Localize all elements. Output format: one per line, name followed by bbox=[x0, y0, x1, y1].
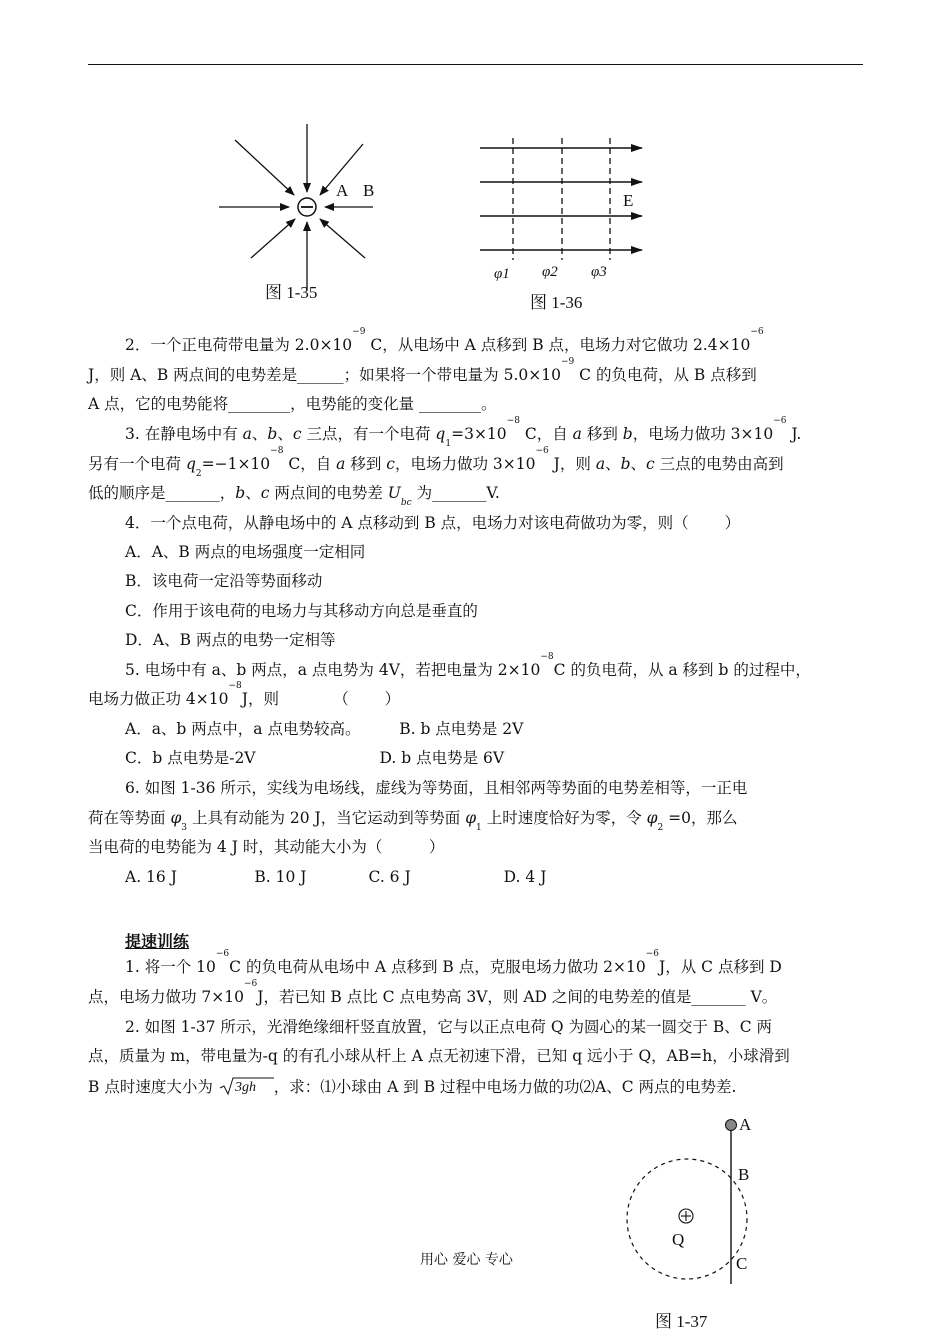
label-b: B bbox=[738, 1165, 750, 1184]
label-c: C bbox=[736, 1254, 748, 1273]
q4-option-d: D．A、B 两点的电势一定相等 bbox=[125, 631, 336, 649]
q3-line2: 另有一个电荷 $q2=-1\times 10^{-8}$ C，自 a 移到 c，电场力做功 $3\times 10^{-6}$ J，则 a、b、c 三点的电势由高到 bbox=[88, 446, 784, 479]
label-q: Q bbox=[672, 1230, 685, 1249]
phi-3-label: φ3 bbox=[591, 264, 607, 280]
q2-line2: J，则 A、B 两点间的电势差是______；如果将一个带电量为 $5.0\times 10^{-9}$ C 的负电荷，从 B 点移到 bbox=[88, 357, 757, 384]
ball bbox=[726, 1120, 737, 1131]
q4-stem: 4．一个点电荷，从静电场中的 A 点移动到 B 点，电场力对该电荷做功为零，则（ ） bbox=[125, 514, 741, 532]
q5-line1: 5. 电场中有 a、b 两点，a 点电势为 4V，若把电量为 $2\times 10^{-8}C$ 的负电荷，从 a 移到 b 的过程中， bbox=[125, 652, 811, 679]
figure-1-37-caption: 图 1-37 bbox=[655, 1312, 708, 1331]
t2-line3: B 点时速度大小为 3gh ，求：⑴小球由 A 到 B 过程中电场力做的功⑵A、C 两点的电势差. bbox=[88, 1078, 737, 1096]
header-rule bbox=[88, 64, 863, 65]
q5-options-cd: C．b 点电势是-2V D. b 点电势是 6V bbox=[125, 749, 505, 767]
phi-1-label: φ1 bbox=[494, 266, 510, 282]
q6-options: A. 16 J B. 10 J C. 6 J D. 4 J bbox=[125, 868, 547, 886]
section-heading: 提速训练 bbox=[125, 932, 190, 951]
label-a: A bbox=[739, 1115, 752, 1134]
figure-1-36-caption: 图 1-36 bbox=[530, 293, 583, 312]
phi-2-label: φ2 bbox=[542, 264, 558, 280]
t1-line2: 点，电场力做功 $7\times 10^{-6}J$，若已知 B 点比 C 点电势高 3V，则 AD 之间的电势差的值是_______ V。 bbox=[88, 979, 778, 1006]
sqrt-3gh bbox=[218, 1076, 274, 1097]
label-a: A bbox=[336, 181, 349, 200]
q4-option-c: C．作用于该电荷的电场力与其移动方向总是垂直的 bbox=[125, 602, 478, 620]
figure-1-36 bbox=[470, 128, 660, 288]
q6-line2: 荷在等势面 φ3 上具有动能为 20 J，当它运动到等势面 φ1 上时速度恰好为零，令 φ2 =0，那么 bbox=[88, 809, 738, 833]
q5-line2: 电场力做正功 $4\times 10^{-8}J$，则 （ ） bbox=[88, 681, 401, 708]
label-e: E bbox=[623, 191, 634, 210]
q6-line3: 当电荷的电势能为 4 J 时，其动能大小为（ ） bbox=[88, 838, 445, 856]
q6-line1: 6. 如图 1-36 所示，实线为电场线，虚线为等势面，且相邻两等势面的电势差相等，一正电 bbox=[125, 779, 748, 797]
figure-1-37 bbox=[620, 1112, 770, 1312]
label-b: B bbox=[363, 181, 375, 200]
t2-line2: 点，质量为 m，带电量为-q 的有孔小球从杆上 A 点无初速下滑，已知 q 远小于 Q，AB=h，小球滑到 bbox=[88, 1047, 790, 1065]
q2-line1: 2．一个正电荷带电量为 $2.0\times 10^{-9}$ C，从电场中 A 点移到 B 点，电场力对它做功 $2.4\times 10^{-6}$ bbox=[125, 327, 764, 354]
q3-line1: 3. 在静电场中有 a、b、c 三点，有一个电荷 $q1=3\times 10^{-8}$ C，自 a 移到 b，电场力做功 $3\times 10^{-6}$ J. bbox=[125, 416, 802, 449]
svg-text:3gh: 3gh bbox=[234, 1080, 256, 1095]
figure-1-35-caption: 图 1-35 bbox=[265, 283, 318, 302]
q4-option-a: A．A、B 两点的电场强度一定相同 bbox=[125, 543, 366, 561]
q2-line3: A 点，它的电势能将________，电势能的变化量 ________。 bbox=[88, 395, 497, 413]
t1-line1: 1. 将一个 $10^{-6}C$ 的负电荷从电场中 A 点移到 B 点，克服电场力做功 $2\times 10^{-6}J$，从 C 点移到 D bbox=[125, 949, 782, 976]
footer-slogan: 用心 爱心 专心 bbox=[420, 1252, 513, 1268]
q4-option-b: B．该电荷一定沿等势面移动 bbox=[125, 572, 323, 590]
q5-options-ab: A．a、b 两点中，a 点电势较高。 B. b 点电势是 2V bbox=[125, 720, 524, 738]
q3-line3: 低的顺序是_______，b、c 两点间的电势差 Ubc 为_______V. bbox=[88, 484, 500, 508]
t2-line1: 2. 如图 1-37 所示，光滑绝缘细杆竖直放置，它与以正点电荷 Q 为圆心的某一圆交于 B、C 两 bbox=[125, 1018, 773, 1036]
